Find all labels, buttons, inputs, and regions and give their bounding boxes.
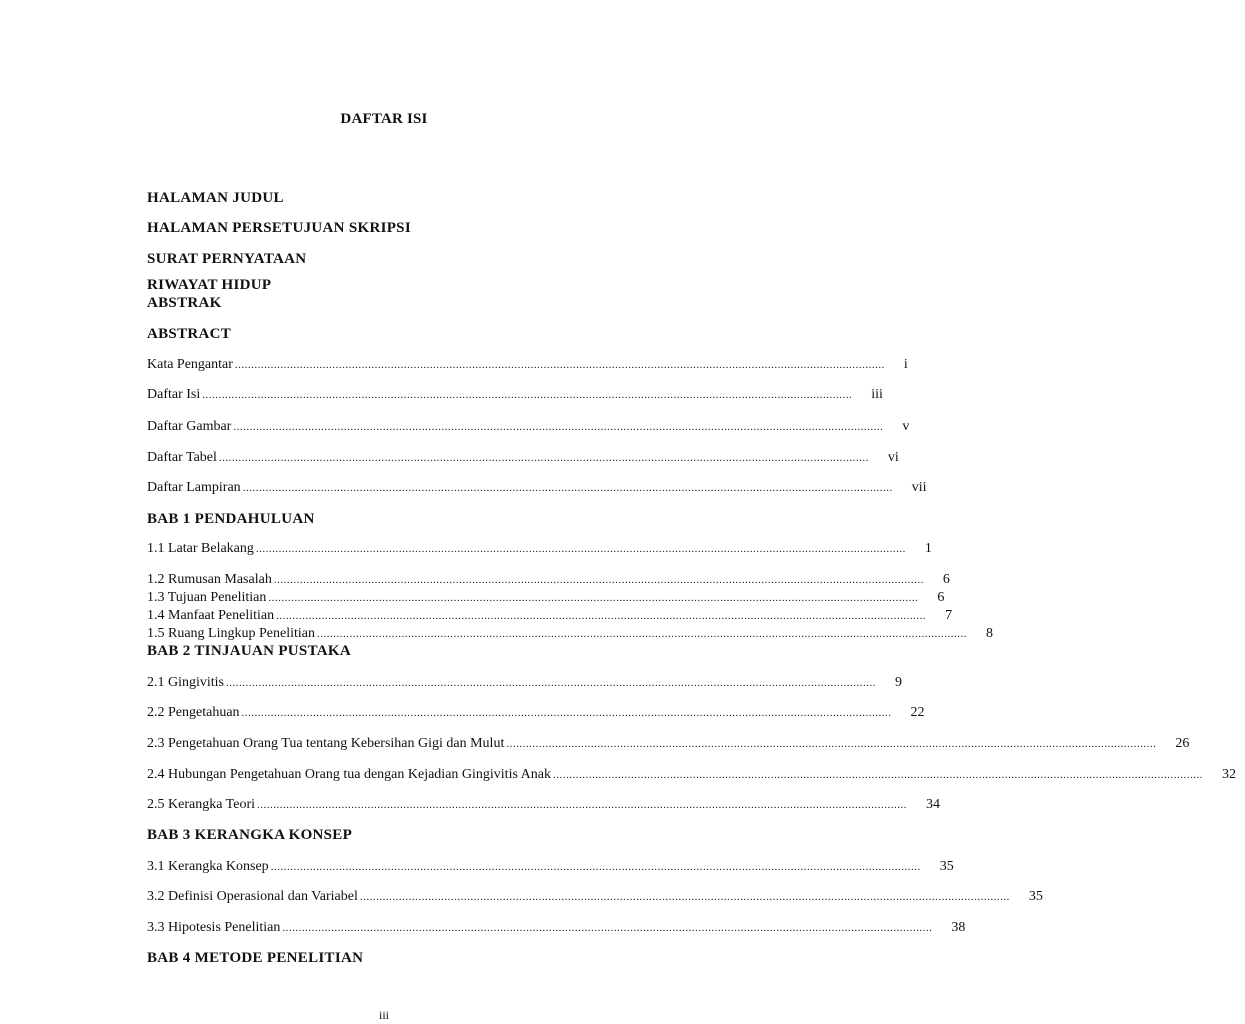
- toc-entry: [147, 765, 1236, 785]
- leader-dots: ........................................................................................................................................................................................................: [273, 574, 924, 586]
- toc-entry-page: v: [902, 419, 910, 434]
- toc-entry-page: 38: [951, 920, 966, 935]
- leader-dots: ........................................................................................................................................................................................................: [226, 677, 877, 689]
- toc-entry: [147, 417, 910, 437]
- toc-entry: [147, 355, 908, 375]
- toc-entry: [147, 448, 899, 468]
- toc-entry-label: 3.2 Definisi Operasional dan Variabel: [147, 889, 358, 904]
- leader-dots: ........................................................................................................................................................................................................: [202, 389, 853, 401]
- toc-entry: [147, 918, 966, 938]
- leader-dots: ........................................................................................................................................................................................................: [233, 421, 884, 433]
- toc-entry: [147, 606, 953, 626]
- toc-entry-page: 1: [924, 541, 932, 556]
- leader-dots: ........................................................................................................................................................................................................: [242, 482, 893, 494]
- toc-entry: [147, 795, 941, 815]
- leader-dots: ........................................................................................................................................................................................................: [270, 861, 921, 873]
- toc-entry-label: Daftar Isi: [147, 387, 201, 402]
- toc-entry-page: i: [903, 357, 908, 372]
- toc-entry-label: Kata Pengantar: [147, 357, 233, 372]
- toc-entry-page: iii: [871, 387, 883, 402]
- toc-entry-label: Daftar Gambar: [147, 419, 232, 434]
- toc-entry-page: 6: [937, 590, 945, 605]
- toc-entry-label: 1.2 Rumusan Masalah: [147, 572, 272, 587]
- toc-entry-page: 35: [939, 859, 954, 874]
- toc-entry-label: Daftar Tabel: [147, 450, 217, 465]
- toc-entry-label: 1.1 Latar Belakang: [147, 541, 254, 556]
- toc-entry-label: 3.1 Kerangka Konsep: [147, 859, 269, 874]
- leader-dots: ........................................................................................................................................................................................................: [316, 628, 967, 640]
- toc-entry-page: 6: [942, 572, 950, 587]
- section-halaman-persetujuan: HALAMAN PERSETUJUAN SKRIPSI: [147, 220, 411, 236]
- toc-entry-page: 34: [926, 797, 941, 812]
- section-abstract: ABSTRACT: [147, 326, 232, 342]
- chapter-heading: BAB 1 PENDAHULUAN: [147, 511, 315, 527]
- page-number: iii: [378, 1008, 389, 1022]
- toc-entry-page: 8: [985, 626, 993, 641]
- toc-entry: [147, 734, 1190, 754]
- leader-dots: ........................................................................................................................................................................................................: [218, 452, 869, 464]
- leader-dots: ........................................................................................................................................................................................................: [552, 769, 1203, 781]
- toc-entry: [147, 887, 1043, 907]
- leader-dots: ........................................................................................................................................................................................................: [255, 543, 906, 555]
- leader-dots: ........................................................................................................................................................................................................: [234, 359, 885, 371]
- toc-entry-page: 7: [945, 608, 953, 623]
- chapter-heading: BAB 4 METODE PENELITIAN: [147, 950, 364, 966]
- toc-entry-label: 3.3 Hipotesis Penelitian: [147, 920, 281, 935]
- leader-dots: ........................................................................................................................................................................................................: [257, 799, 908, 811]
- toc-entry-page: 32: [1221, 767, 1236, 782]
- leader-dots: ........................................................................................................................................................................................................: [359, 891, 1010, 903]
- leader-dots: ........................................................................................................................................................................................................: [276, 610, 927, 622]
- toc-entry: [147, 478, 927, 498]
- toc-entry-page: 35: [1028, 889, 1043, 904]
- toc-entry: [147, 703, 925, 723]
- toc-entry-page: 26: [1175, 736, 1190, 751]
- toc-entry-label: 2.3 Pengetahuan Orang Tua tentang Kebersihan Gigi dan Mulut: [147, 736, 505, 751]
- toc-entry-page: vi: [887, 450, 899, 465]
- leader-dots: ........................................................................................................................................................................................................: [282, 922, 933, 934]
- toc-entry-page: vii: [911, 480, 927, 495]
- toc-entry: [147, 857, 954, 877]
- toc-entry-label: 1.5 Ruang Lingkup Penelitian: [147, 626, 315, 641]
- toc-entry-label: 2.4 Hubungan Pengetahuan Orang tua dengan Kejadian Gingivitis Anak: [147, 767, 551, 782]
- section-riwayat-hidup: RIWAYAT HIDUP: [147, 277, 272, 293]
- section-halaman-judul: HALAMAN JUDUL: [147, 190, 284, 206]
- page-title: DAFTAR ISI: [340, 111, 428, 127]
- toc-entry-label: 1.3 Tujuan Penelitian: [147, 590, 267, 605]
- toc-entry-page: 22: [910, 705, 925, 720]
- toc-entry: [147, 570, 950, 590]
- toc-entry-label: Daftar Lampiran: [147, 480, 241, 495]
- chapter-heading: BAB 3 KERANGKA KONSEP: [147, 827, 353, 843]
- toc-entry-label: 2.1 Gingivitis: [147, 675, 225, 690]
- leader-dots: ........................................................................................................................................................................................................: [241, 707, 892, 719]
- toc-entry-label: 1.4 Manfaat Penelitian: [147, 608, 275, 623]
- toc-entry-page: 9: [895, 675, 903, 690]
- chapter-heading: BAB 2 TINJAUAN PUSTAKA: [147, 643, 351, 659]
- toc-entry: [147, 588, 945, 608]
- leader-dots: ........................................................................................................................................................................................................: [506, 738, 1157, 750]
- toc-entry: [147, 673, 903, 693]
- section-abstrak: ABSTRAK: [147, 295, 222, 311]
- toc-entry: [147, 539, 932, 559]
- leader-dots: ........................................................................................................................................................................................................: [268, 592, 919, 604]
- toc-entry-label: 2.2 Pengetahuan: [147, 705, 240, 720]
- toc-entry-label: 2.5 Kerangka Teori: [147, 797, 256, 812]
- toc-entry: [147, 385, 883, 405]
- section-surat-pernyataan: SURAT PERNYATAAN: [147, 251, 307, 267]
